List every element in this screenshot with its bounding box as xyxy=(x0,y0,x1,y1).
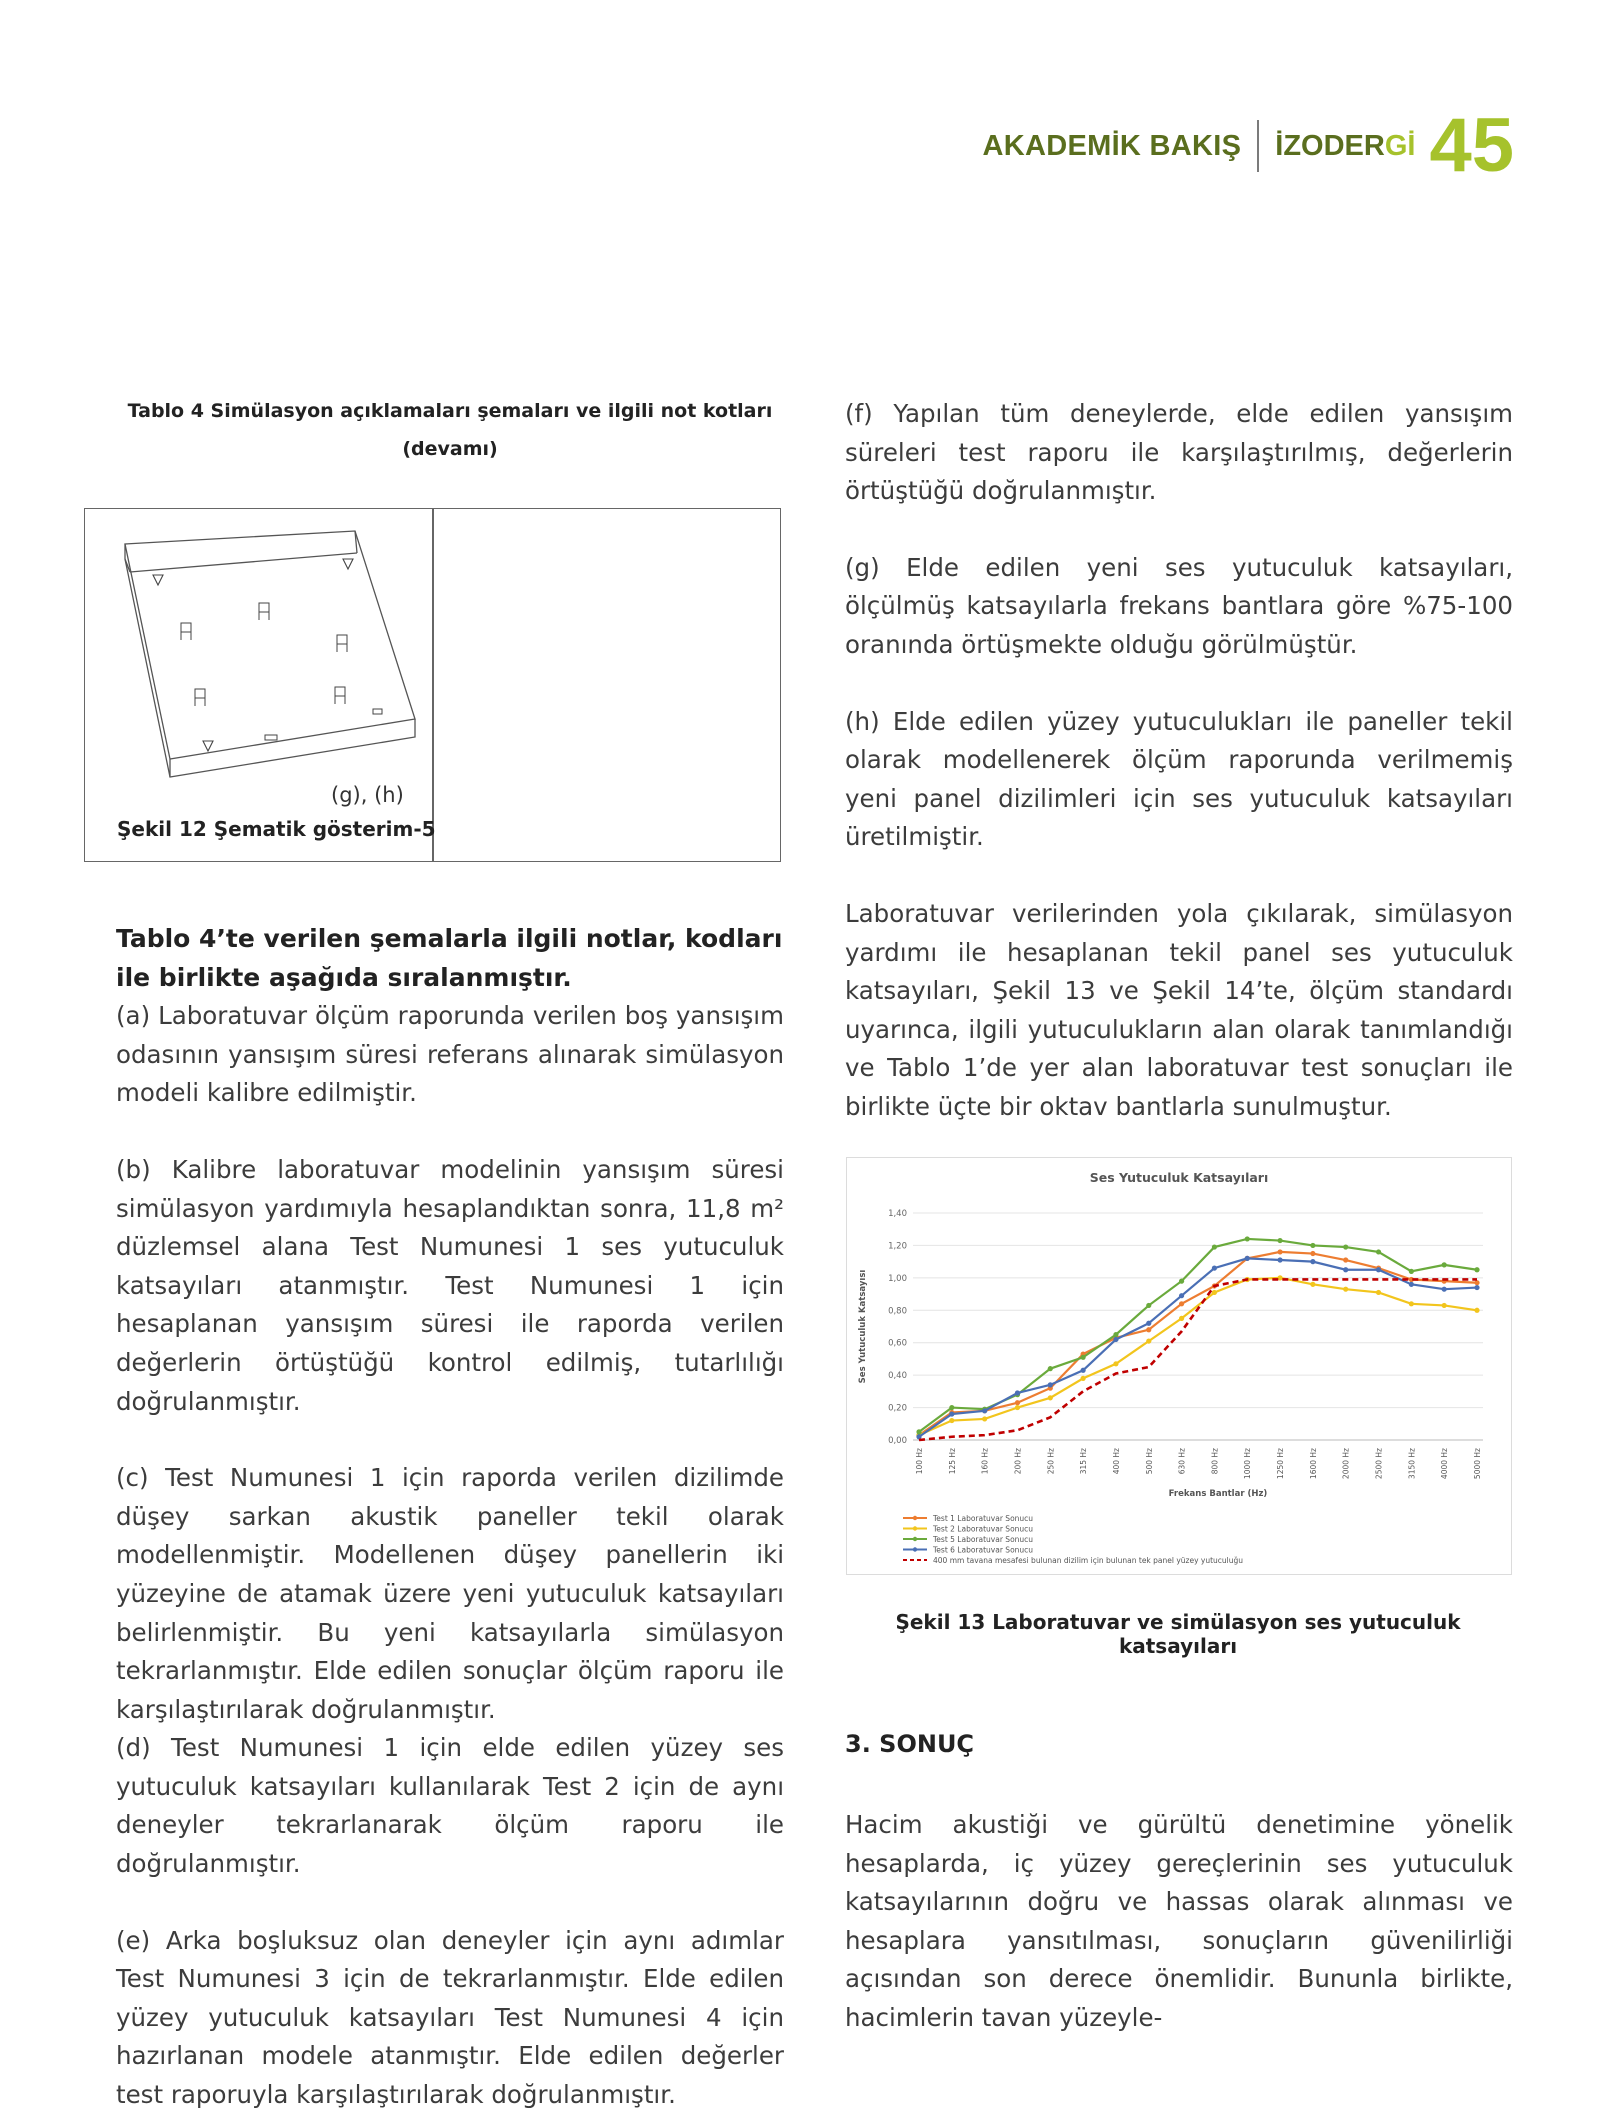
series-point-3 xyxy=(949,1405,954,1410)
schematic-room-drawing xyxy=(85,509,430,809)
series-point-4 xyxy=(1409,1282,1414,1287)
x-tick-label: 800 Hz xyxy=(1210,1448,1220,1475)
legend-marker-4 xyxy=(913,1547,917,1551)
legend-label-5: 400 mm tavana mesafesi bulunan dizilim için bulunan tek panel yüzey yutuculuğu xyxy=(933,1556,1244,1565)
y-tick-label: 0,80 xyxy=(888,1306,907,1317)
series-point-3 xyxy=(1146,1303,1151,1308)
table-caption-line1: Tablo 4 Simülasyon açıklamaları şemaları ve ilgili not kotları xyxy=(127,400,773,422)
header-brand xyxy=(1275,130,1415,163)
conclusion-paragraph: Hacim akustiği ve gürültü denetimine yönelik hesaplarda, iç yüzey gereçlerinin ses yutuculuk katsayılarının doğru ve hassas olarak alınması ve hesaplara yansıtılması, sonuçların güvenilirliği açısından son derece önemlidir. Bununla birlikte, hacimlerin tavan yüzeyle- xyxy=(845,1810,1513,2032)
paragraph-h: (h) Elde edilen yüzey yutuculukları ile paneller tekil olarak modellenerek ölçüm raporunda verilmemiş yeni panel dizilimleri için ses yutuculuk katsayıları üretilmiştir. xyxy=(845,706,1513,852)
series-point-3 xyxy=(1409,1269,1414,1274)
series-point-1 xyxy=(1343,1257,1348,1262)
chart-title: Ses Yutuculuk Katsayıları xyxy=(1089,1170,1269,1185)
paragraph-e: (e) Arka boşluksuz olan deneyler için aynı adımlar Test Numunesi 3 için de tekrarlanmıştır. Elde edilen yüzey yutuculuk katsayıları Test Numunesi 4 için hazırlanan modele atanmıştır. Elde edilen değerler test raporuyla karşılaştırılarak doğrulanmıştır. xyxy=(116,1925,784,2110)
series-point-2 xyxy=(1179,1316,1184,1321)
x-tick-label: 1600 Hz xyxy=(1308,1448,1318,1480)
series-point-2 xyxy=(1048,1395,1053,1400)
left-column xyxy=(116,920,784,2115)
y-tick-label: 1,00 xyxy=(888,1273,907,1284)
x-tick-label: 630 Hz xyxy=(1177,1448,1187,1475)
absorption-chart xyxy=(846,1157,1512,1575)
series-line-4 xyxy=(919,1258,1477,1436)
y-tick-label: 0,00 xyxy=(888,1436,907,1446)
series-point-1 xyxy=(1474,1280,1479,1285)
series-point-2 xyxy=(949,1418,954,1423)
series-point-3 xyxy=(1474,1267,1479,1272)
series-point-4 xyxy=(1179,1293,1184,1298)
series-point-4 xyxy=(1474,1285,1479,1290)
paragraph-laboratory: Laboratuvar verilerinden yola çıkılarak, simülasyon yardımı ile hesaplanan tekil panel ses yutuculuk katsayıları, Şekil 13 ve Şekil 14’te, ölçüm standardı uyarınca, ilgili yutuculukların alan olarak tanımlandığı ve Tablo 1’de yer alan laboratuvar test sonuçları ile birlikte üçte bir oktav bantlarla sunulmuştur. xyxy=(845,898,1513,1121)
series-point-1 xyxy=(1310,1251,1315,1256)
table-caption-line2: (devamı) xyxy=(402,438,498,460)
series-point-4 xyxy=(1015,1390,1020,1395)
y-tick-label: 1,20 xyxy=(888,1241,907,1252)
speaker-icons xyxy=(153,559,353,751)
running-header xyxy=(982,103,1515,188)
x-tick-label: 200 Hz xyxy=(1013,1448,1023,1475)
legend-label-4: Test 6 Laboratuvar Sonucu xyxy=(933,1545,1034,1555)
paragraph-f: (f) Yapılan tüm deneylerde, elde edilen yansışım süreleri test raporu ile karşılaştırılmış, değerlerin örtüştüğü doğrulanmıştır. xyxy=(845,399,1513,506)
series-point-3 xyxy=(1442,1262,1447,1267)
table-divider xyxy=(432,509,434,861)
series-point-4 xyxy=(1376,1267,1381,1272)
legend-marker-2 xyxy=(913,1526,917,1530)
series-point-2 xyxy=(1310,1282,1315,1287)
page-number: 45 xyxy=(1429,103,1514,188)
series-point-2 xyxy=(1081,1376,1086,1381)
series-point-4 xyxy=(1343,1267,1348,1272)
paragraph-a: (a) Laboratuvar ölçüm raporunda verilen boş yansışım odasının yansışım süresi referans alınarak simülasyon modeli kalibre edilmiştir. xyxy=(116,1001,784,1108)
series-point-3 xyxy=(1179,1279,1184,1284)
header-brand-main: İZODER xyxy=(1275,129,1385,162)
series-line-3 xyxy=(919,1239,1477,1432)
series-point-3 xyxy=(1245,1236,1250,1241)
legend-marker-3 xyxy=(913,1537,917,1541)
series-point-3 xyxy=(1376,1249,1381,1254)
series-point-3 xyxy=(1212,1244,1217,1249)
series-point-2 xyxy=(1113,1361,1118,1366)
paragraph-g: (g) Elde edilen yeni ses yutuculuk katsayıları, ölçülmüş katsayılarla frekans bantlara göre %75-100 oranında örtüşmekte olduğu görülmüştür. xyxy=(845,552,1513,659)
series-point-4 xyxy=(1310,1259,1315,1264)
series-point-2 xyxy=(1409,1301,1414,1306)
series-point-4 xyxy=(1212,1266,1217,1271)
legend-label-2: Test 2 Laboratuvar Sonucu xyxy=(933,1524,1034,1534)
header-divider xyxy=(1257,120,1259,172)
series-point-2 xyxy=(1376,1290,1381,1295)
series-point-2 xyxy=(1015,1405,1020,1410)
figure-note-codes: (g), (h) xyxy=(331,783,404,807)
y-tick-label: 0,40 xyxy=(888,1371,907,1382)
notes-heading-line2: ile birlikte aşağıda sıralanmıştır. xyxy=(116,962,572,992)
series-point-4 xyxy=(1442,1287,1447,1292)
x-tick-label: 1250 Hz xyxy=(1276,1448,1286,1480)
series-point-3 xyxy=(1113,1332,1118,1337)
series-point-3 xyxy=(1310,1243,1315,1248)
figure-13-caption: Şekil 13 Laboratuvar ve simülasyon ses yutuculuk katsayıları xyxy=(895,1610,1461,1658)
x-tick-label: 1000 Hz xyxy=(1243,1448,1253,1480)
series-point-4 xyxy=(982,1408,987,1413)
series-point-4 xyxy=(1048,1382,1053,1387)
legend-label-1: Test 1 Laboratuvar Sonucu xyxy=(933,1514,1034,1523)
conclusion-body xyxy=(845,1806,1513,2038)
x-axis-label: Frekans Bantlar (Hz) xyxy=(1168,1489,1268,1499)
series-point-2 xyxy=(1343,1287,1348,1292)
paragraph-c: (c) Test Numunesi 1 için raporda verilen dizilimde düşey sarkan akustik paneller tekil olarak modellenmiştir. Modellenen düşey panellerin iki yüzeyine de atamak üzere yeni yutuculuk katsayıları belirlenmiştir. Bu yeni katsayılarla simülasyon tekrarlanmıştır. Elde edilen sonuçlar ölçüm raporu ile karşılaştırılarak doğrulanmıştır. xyxy=(116,1463,784,1724)
series-point-2 xyxy=(1212,1290,1217,1295)
legend-label-3: Test 5 Laboratuvar Sonucu xyxy=(933,1535,1034,1544)
x-tick-label: 100 Hz xyxy=(915,1448,924,1475)
series-point-2 xyxy=(982,1416,987,1421)
series-point-4 xyxy=(1277,1257,1282,1262)
series-point-1 xyxy=(1179,1301,1184,1306)
legend-marker-1 xyxy=(913,1516,917,1520)
series-line-2 xyxy=(919,1278,1477,1435)
x-tick-label: 5000 Hz xyxy=(1473,1448,1482,1480)
y-axis-label: Ses Yutuculuk Katsayısı xyxy=(858,1269,868,1384)
series-point-2 xyxy=(1146,1338,1151,1343)
series-point-3 xyxy=(1081,1355,1086,1360)
series-line-5 xyxy=(919,1279,1477,1440)
series-point-3 xyxy=(1277,1238,1282,1243)
x-tick-label: 4000 Hz xyxy=(1440,1448,1450,1480)
x-tick-label: 125 Hz xyxy=(947,1448,957,1475)
header-section-title: AKADEMİK BAKIŞ xyxy=(982,129,1242,162)
y-tick-label: 0,60 xyxy=(888,1338,907,1349)
notes-heading-line1: Tablo 4’te verilen şemalarla ilgili notlar, kodları xyxy=(116,924,783,953)
right-column xyxy=(845,395,1513,1127)
series-point-3 xyxy=(1343,1244,1348,1249)
series-point-4 xyxy=(1245,1256,1250,1261)
x-tick-label: 2500 Hz xyxy=(1374,1448,1384,1480)
paragraph-d: (d) Test Numunesi 1 için elde edilen yüzey ses yutuculuk katsayıları kullanılarak Test 2 için de aynı deneyler tekrarlanarak ölçüm raporu ile doğrulanmıştır. xyxy=(116,1733,784,1879)
table-caption xyxy=(116,392,784,468)
x-tick-label: 160 Hz xyxy=(980,1448,990,1475)
series-point-3 xyxy=(1048,1366,1053,1371)
series-point-4 xyxy=(1146,1321,1151,1326)
series-point-1 xyxy=(1146,1327,1151,1332)
series-point-1 xyxy=(1015,1400,1020,1405)
conclusion-heading: 3. SONUÇ xyxy=(845,1730,975,1758)
series-point-2 xyxy=(1474,1308,1479,1313)
y-tick-label: 0,20 xyxy=(888,1403,907,1414)
x-tick-label: 2000 Hz xyxy=(1341,1448,1351,1480)
x-tick-label: 500 Hz xyxy=(1144,1448,1154,1475)
x-tick-label: 250 Hz xyxy=(1046,1448,1056,1475)
series-point-1 xyxy=(1277,1249,1282,1254)
y-tick-label: 1,40 xyxy=(888,1209,907,1219)
x-tick-label: 315 Hz xyxy=(1079,1448,1089,1475)
figure-12-caption: Şekil 12 Şematik gösterim-5 xyxy=(117,817,436,841)
header-brand-accent: Gİ xyxy=(1384,129,1416,162)
series-point-2 xyxy=(1442,1303,1447,1308)
absorption-chart-svg xyxy=(847,1158,1511,1574)
notes-heading xyxy=(116,920,784,997)
series-point-3 xyxy=(916,1429,921,1434)
series-point-4 xyxy=(1113,1337,1118,1342)
table-4 xyxy=(84,508,781,862)
x-tick-label: 400 Hz xyxy=(1111,1448,1121,1475)
microphone-chair-icons xyxy=(181,603,382,740)
paragraph-b: (b) Kalibre laboratuvar modelinin yansışım süresi simülasyon yardımıyla hesaplandıktan sonra, 11,8 m² düzlemsel alana Test Numunesi 1 ses yutuculuk katsayıları atanmıştır. Test Numunesi 1 için hesaplanan yansışım süresi ile raporda verilen değerlerin örtüştüğü kontrol edilmiş, tutarlılığı doğrulanmıştır. xyxy=(116,1154,784,1416)
series-point-4 xyxy=(1081,1368,1086,1373)
x-tick-label: 3150 Hz xyxy=(1407,1448,1417,1480)
series-point-4 xyxy=(949,1411,954,1416)
